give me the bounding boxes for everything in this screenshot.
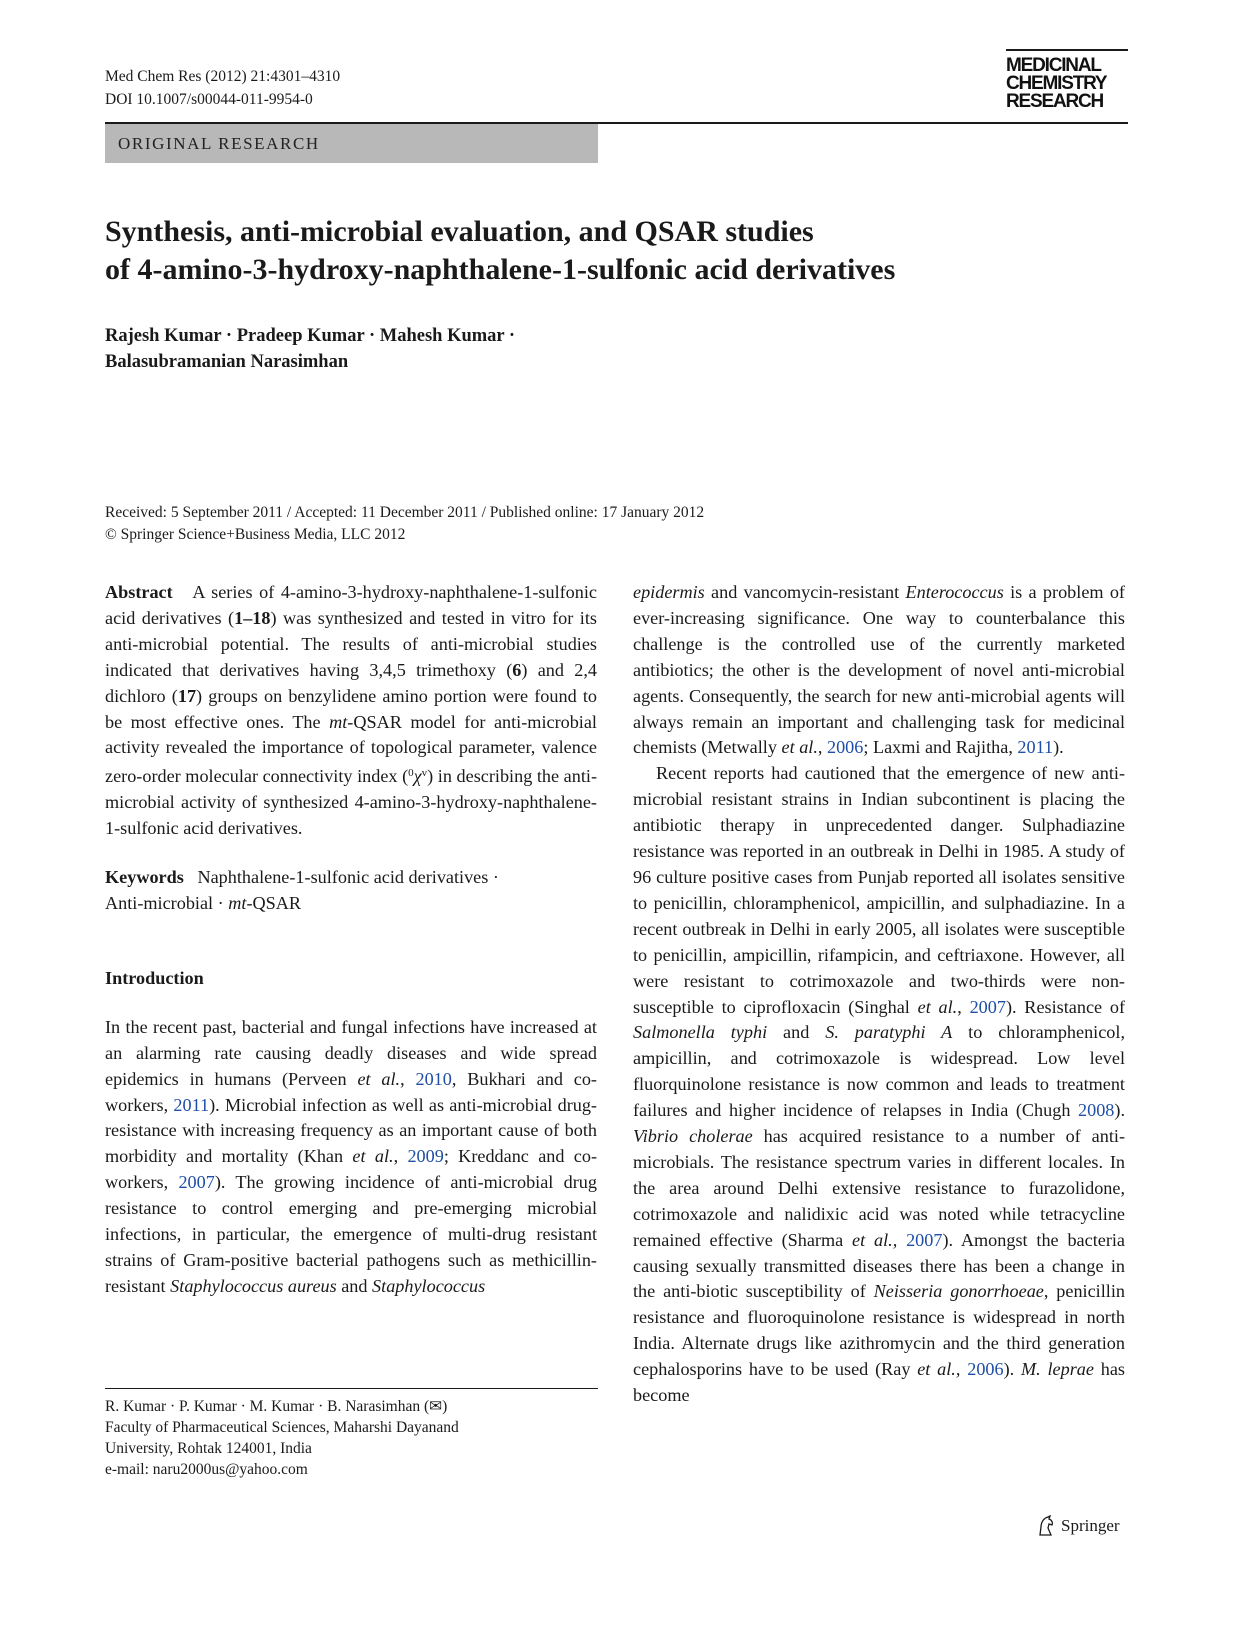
introduction-heading: Introduction bbox=[105, 967, 204, 988]
envelope-icon: ✉ bbox=[429, 1398, 443, 1415]
citation-2009[interactable]: 2009 bbox=[407, 1146, 444, 1167]
journal-reference bbox=[105, 65, 340, 111]
abstract: Abstract A series of 4-amino-3-hydroxy-naphthalene-1-sulfonic acid derivatives (1–18) was synthesized and tested in vitro for its anti-microbial potential. The results of anti-microbial studies indicated that derivatives having 3,4,5 trimethoxy (6) and 2,4 dichloro (17) groups on benzylidene amino portion were found to be most effective ones. The mt-QSAR model for anti-microbial activity revealed the importance of topological parameter, valence zero-order molecular connectivity index $(^0\chi^v)$ in describing the anti-microbial activity of synthesized 4-amino-3-hydroxy-naphthalene-1-sulfonic acid derivatives. bbox=[105, 582, 598, 839]
journal-logo: MEDICINAL CHEMISTRY RESEARCH bbox=[1006, 49, 1128, 111]
author-list: Rajesh Kumar · Pradeep Kumar · Mahesh Kumar · Balasubramanian Narasimhan bbox=[105, 326, 516, 372]
footnote-rule bbox=[105, 1388, 598, 1389]
intro-paragraph-1-continued: epidermis and vancomycin-resistant Enterococcus is a problem of ever-increasing significance. One way to counterbalance this challenge is the controlled use of the currently marketed antibiotics; the other is the development of novel anti-microbial agents. Consequently, the search for new anti-microbial agents will always remain an important and challenging task for medicinal chemists (Metwally et al., 2006; Laxmi and Rajitha, 2011). bbox=[633, 582, 1125, 758]
author-affiliation: R. Kumar · P. Kumar · M. Kumar · B. Narasimhan (✉) Faculty of Pharmaceutical Sciences, Maharshi Dayanand University, Rohtak 124001, India e-mail: naru2000us@yahoo.com bbox=[105, 1396, 598, 1480]
article-title: Synthesis, anti-microbial evaluation, and QSAR studies of 4-amino-3-hydroxy-naphthalene-1-sulfonic acid derivatives bbox=[105, 215, 896, 286]
citation-2006[interactable]: 2006 bbox=[826, 737, 864, 758]
keywords: Keywords Naphthalene-1-sulfonic acid derivatives · Anti-microbial · mt-QSAR bbox=[105, 867, 499, 913]
publication-dates: Received: 5 September 2011 / Accepted: 11 December 2011 / Published online: 17 January 2012 © Springer Science+Business Media, LLC 2012 bbox=[105, 502, 704, 546]
left-column bbox=[105, 580, 597, 1300]
citation-2008[interactable]: 2008 bbox=[1078, 1100, 1115, 1121]
journal-citation: Med Chem Res (2012) 21:4301–4310 bbox=[105, 68, 341, 85]
intro-paragraph-1: In the recent past, bacterial and fungal infections have increased at an alarming rate causing deadly diseases and wide spread epidemics in humans (Perveen et al., 2010, Bukhari and co-workers, 2011). Microbial infection as well as anti-microbial drug-resistance with increasing frequency as an important cause of both morbidity and mortality (Khan et al., 2009; Kreddanc and co-workers, 2007). The growing incidence of anti-microbial drug resistance to control emerging and pre-emerging microbial infections, in particular, the emergence of multi-drug resistant strains of Gram-positive bacterial pathogens such as methicillin-resistant Staphylococcus aureus and Staphylococcus bbox=[105, 1016, 598, 1296]
citation-2007c[interactable]: 2007 bbox=[906, 1229, 943, 1250]
citation-2011b[interactable]: 2011 bbox=[1017, 737, 1054, 758]
citation-2011[interactable]: 2011 bbox=[173, 1094, 210, 1115]
contact-email[interactable]: e-mail: naru2000us@yahoo.com bbox=[105, 1461, 308, 1478]
publisher-name: Springer bbox=[1061, 1516, 1120, 1535]
citation-2007[interactable]: 2007 bbox=[178, 1172, 215, 1193]
copyright: © Springer Science+Business Media, LLC 2012 bbox=[105, 526, 406, 543]
citation-2006b[interactable]: 2006 bbox=[967, 1359, 1004, 1380]
doi[interactable]: DOI 10.1007/s00044-011-9954-0 bbox=[105, 91, 313, 108]
citation-2007b[interactable]: 2007 bbox=[969, 996, 1006, 1017]
section-banner: ORIGINAL RESEARCH bbox=[105, 124, 598, 163]
intro-paragraph-2: Recent reports had cautioned that the emergence of new anti-microbial resistant strains in Indian subcontinent is placing the antibiotic therapy in unprecedented danger. Sulphadiazine resistance was reported in an outbreak in Delhi in 1985. A study of 96 culture positive cases from Punjab reported all isolates sensitive to penicillin, chloramphenicol, ampicillin, and sulphadiazine. In a recent outbreak in Delhi in early 2005, all isolates were susceptible to penicillin, ampicillin, rifampicin, and ceftriaxone. However, all were resistant to cotrimoxazole and two-thirds were non-susceptible to ciprofloxacin (Singhal et al., 2007). Resistance of Salmonella typhi and S. paratyphi A to chloramphenicol, ampicillin, and cotrimoxazole is widespread. Low level fluorquinolone resistance is now common and leads to treatment failures and higher incidence of relapses in India (Chugh 2008). Vibrio cholerae has acquired resistance to a number of anti-microbials. The resistance spectrum varies in different locales. In the area around Delhi extensive resistance to furazolidone, cotrimoxazole and nalidixic acid was noted while tetracycline remained effective (Sharma et al., 2007). Amongst the bacteria causing sexually transmitted diseases there has been a change in the anti-biotic susceptibility of Neisseria gonorrhoeae, penicillin resistance and fluoroquinolone resistance is widespread in north India. Alternate drugs like azithromycin and the third generation cephalosporins have to be used (Ray et al., 2006). M. leprae has become bbox=[633, 763, 1126, 1406]
publisher-mark bbox=[1037, 1515, 1120, 1537]
right-column bbox=[633, 580, 1125, 1409]
citation-2010[interactable]: 2010 bbox=[415, 1068, 452, 1089]
springer-horse-icon bbox=[1037, 1515, 1055, 1537]
